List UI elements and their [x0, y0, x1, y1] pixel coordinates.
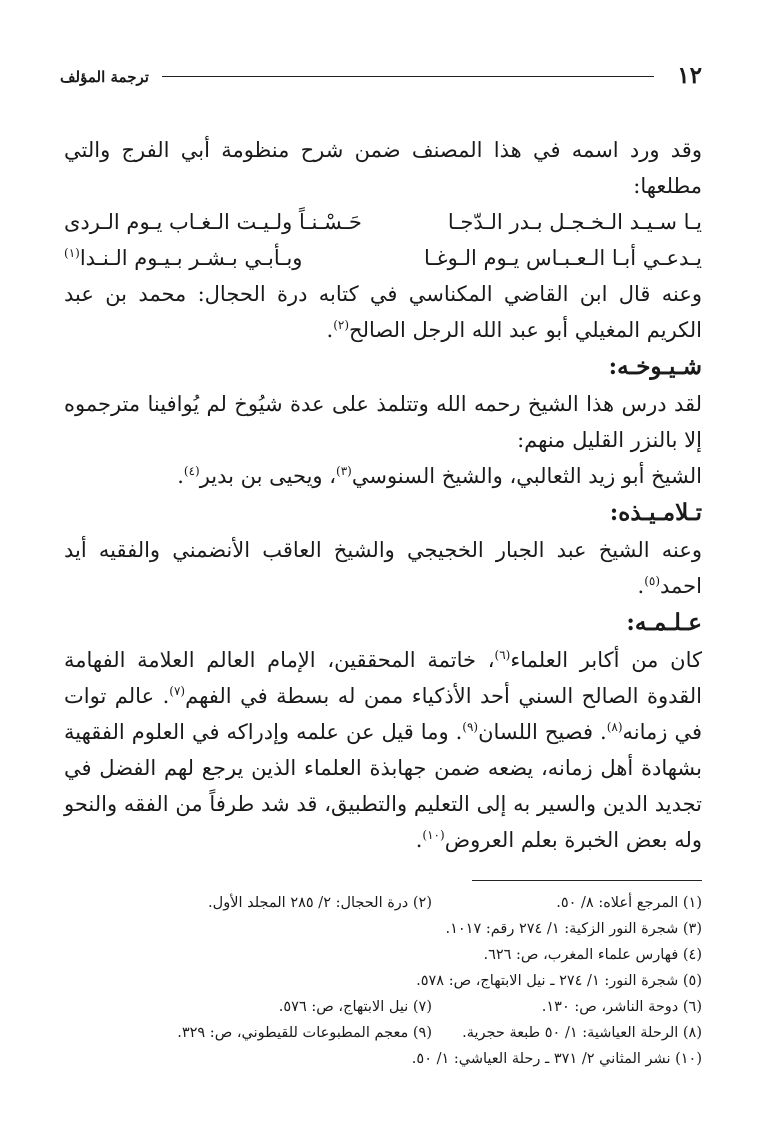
footnote-ref: (٣)	[336, 464, 352, 478]
running-title: ترجمة المؤلف	[60, 68, 149, 86]
footnote: (٦) دوحة الناشر، ص: ١٣٠.	[541, 999, 702, 1015]
footnote: (٧) نيل الابتهاج، ص: ٥٧٦.	[278, 999, 432, 1015]
paragraph-students: وعنه الشيخ عبد الجبار الخجيجي والشيخ العاقب الأنضمني والفقيه أيد احمد$^{(٥)}$.	[64, 538, 702, 598]
main-text	[64, 132, 702, 858]
section-heading-knowledge: عـلـمـه:	[626, 609, 702, 636]
paragraph-intro: وقد ورد اسمه في هذا المصنف ضمن شرح منظومة أبي الفرج والتي مطلعها:	[64, 138, 702, 198]
footnote: (١٠) نشر المثاني ٢/ ٣٧١ ـ رحلة العياشي: ١/ ٥٠.	[411, 1051, 702, 1067]
paragraph-ibn-alqadi: وعنه قال ابن القاضي المكناسي في كتابه درة الحجال: محمد بن عبد الكريم المغيلي أبو عبد الله الرجل الصالح$^{(٢)}$.	[64, 282, 702, 342]
footnote: (٣) شجرة النور الزكية: ١/ ٢٧٤ رقم: ١٠١٧.	[445, 921, 702, 937]
footnote-row	[64, 942, 702, 968]
verse-2-text: وبـأبـي بـشـر بـيـوم الـنـدا	[79, 246, 303, 270]
footnote: (٢) درة الحجال: ٢/ ٢٨٥ المجلد الأول.	[208, 895, 432, 911]
verse-line-2	[64, 240, 702, 276]
footnote-row	[64, 968, 702, 994]
paragraph-teachers: لقد درس هذا الشيخ رحمه الله وتتلمذ على عدة شيُوخ لم يُوافينا مترجموه إلا بالنزر القليل منهم:	[64, 392, 702, 452]
page-number: ١٢	[677, 62, 702, 89]
header-rule	[162, 76, 654, 77]
paragraph-text: وعنه قال ابن القاضي المكناسي في كتابه درة الحجال: محمد بن عبد الكريم المغيلي أبو عبد الله الرجل الصالح	[64, 282, 702, 342]
footnote-ref: (٢)	[333, 318, 350, 332]
section-heading-teachers: شـيـوخـه:	[608, 353, 702, 380]
footnote: (٥) شجرة النور: ١/ ٢٧٤ ـ نيل الابتهاج، ص: ٥٧٨.	[416, 973, 702, 989]
verse-1-first-hemistich: يـا سـيـد الـخـجـل بـدر الـدّجـا	[447, 210, 702, 234]
footnote-ref: (٧)	[169, 684, 186, 698]
footnote: (٩) معجم المطبوعات للقيطوني، ص: ٣٢٩.	[177, 1025, 432, 1041]
footnote: (٨) الرحلة العياشية: ١/ ٥٠ طبعة حجرية.	[462, 1025, 702, 1041]
footnote-ref: (٩)	[462, 720, 479, 734]
verse-1-second-hemistich: حَـسْـنـاً ولـيـت الـغـاب يـوم الـردى	[64, 210, 362, 234]
section-heading-students: تـلامـيـذه:	[609, 499, 702, 526]
footnotes	[64, 890, 702, 1072]
footnote-row	[64, 994, 702, 1020]
footnote-ref: (٨)	[606, 720, 623, 734]
footnote-ref: (٥)	[644, 574, 661, 588]
paragraph-knowledge: كان من أكابر العلماء$^{(٦)}$، خاتمة المحققين، الإمام العالم العلامة الفهامة القدوة الصالح السني أحد الأذكياء ممن له بسطة في الفهم$^{(٧)}$. عالم توات في زمانه$^{(٨)}$. فصيح اللسان$^{(٩)}$. وما قيل عن علمه وإدراكه في العلوم الفقهية بشهادة أهل زمانه، يضعه ضمن جهابذة العلماء الذين يرجع لهم الفضل في تجديد الدين والسير به إلى التعليم والتطبيق، قد شد طرفاً من الفقه والنحو وله بعض الخبرة بعلم العروض$^{(١٠)}$.	[64, 648, 702, 852]
footnote: (١) المرجع أعلاه: ٨/ ٥٠.	[556, 895, 702, 911]
footnote-separator	[472, 880, 702, 881]
paragraph-teachers-list: الشيخ أبو زيد الثعالبي، والشيخ السنوسي$^{(٣)}$، ويحيى بن بدير$^{(٤)}$.	[177, 464, 702, 488]
footnote-row	[64, 890, 702, 916]
footnote-ref: (٤)	[183, 464, 200, 478]
footnote-ref: (٦)	[494, 648, 511, 662]
footnote-row	[64, 1020, 702, 1046]
verse-2-second-hemistich	[64, 240, 302, 276]
footnote-ref: (١)	[64, 246, 80, 260]
footnote-row	[64, 1046, 702, 1072]
verse-2-first-hemistich: يـدعـي أبـا الـعـبـاس يـوم الـوغـا	[424, 246, 702, 270]
footnote-row	[64, 916, 702, 942]
footnote-ref: (١٠)	[422, 828, 445, 842]
verse-line-1	[64, 204, 702, 240]
footnote: (٤) فهارس علماء المغرب، ص: ٦٢٦.	[483, 947, 702, 963]
